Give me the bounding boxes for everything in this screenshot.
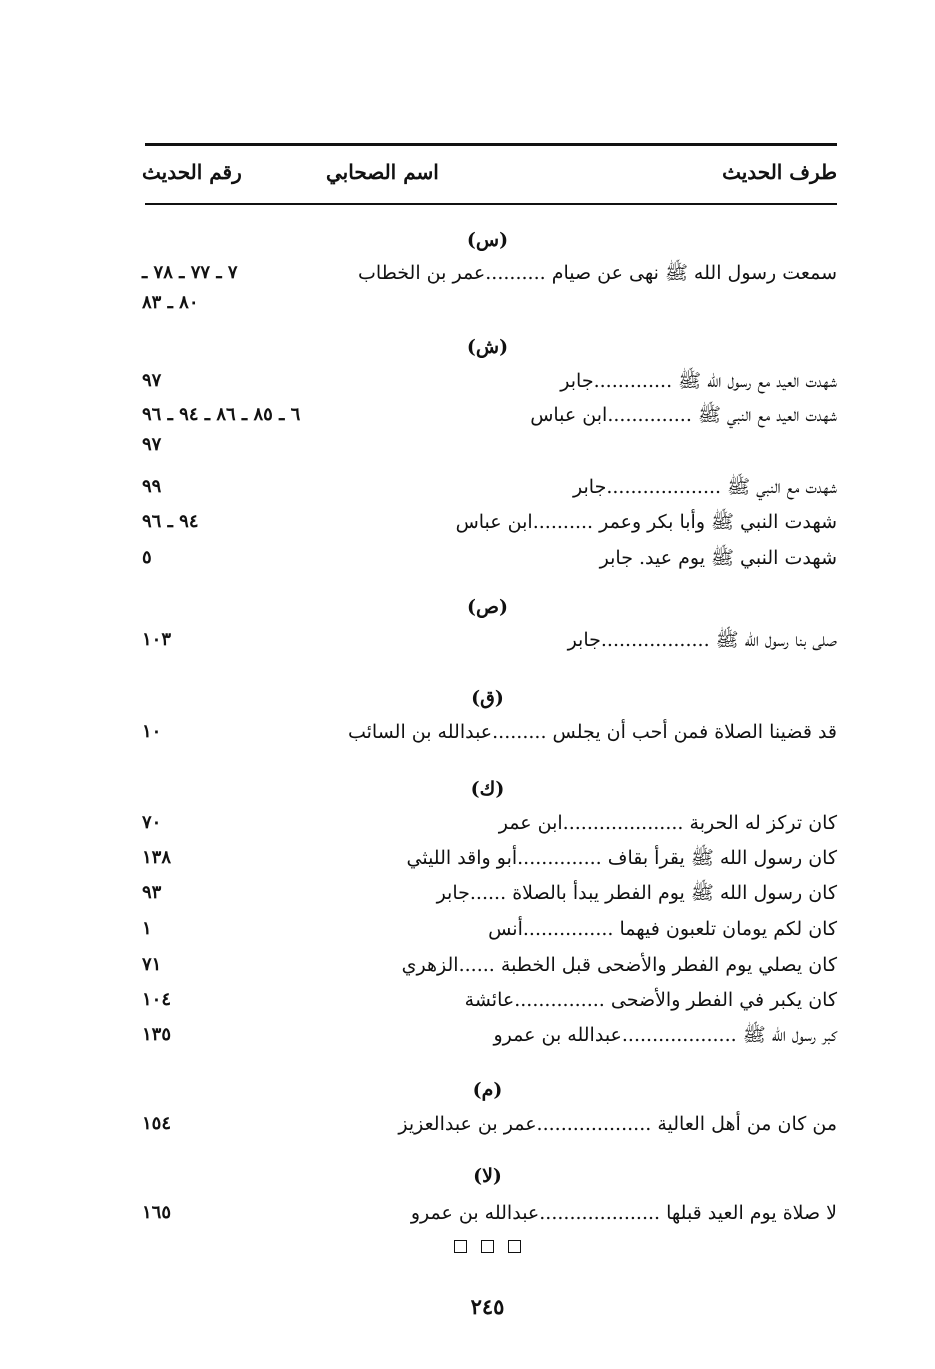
end-of-section-marks [0,1238,935,1257]
leader-dots: ................... [536,1113,652,1135]
sahabi-name: جابر [567,629,601,651]
hadith-entry [560,366,837,396]
index-row [0,985,935,1019]
leader-dots: .......... [532,511,594,533]
sahabi-name: ابن عباس [530,404,608,426]
hadith-entry [456,507,837,537]
sahabi-name: عبدالله بن السائب [347,721,493,743]
hadith-entry [465,985,837,1015]
leader-dots: ................... [621,1024,737,1046]
hadith-text: قد قضينا الصلاة فمن أحب أن يجلس [552,721,837,743]
hadith-number: ٩٣ [142,882,162,903]
sahabi-name: أبو واقد الليثي [406,847,518,869]
hadith-number: ١٣٥ [142,1024,172,1045]
hadith-text: من كان من أهل العالية [657,1113,837,1135]
leader-dots: ......... [492,721,547,743]
header-rule [145,203,837,205]
sahabi-name: عمر بن عبدالعزيز [398,1113,537,1135]
header-sahabi-column: اسم الصحابي [326,160,439,184]
leader-dots: .......... [485,262,546,284]
hadith-text: كان يصلي يوم الفطر والأضحى قبل الخطبة [500,954,837,976]
leader-dots: ................... [606,476,722,498]
sahabi-name: عبدالله بن عمرو [493,1024,622,1046]
hadith-entry [499,808,837,838]
index-row [0,878,935,912]
hadith-entry [600,543,837,573]
page-number: ٢٤٥ [470,1294,505,1319]
hadith-number: ٩٤ ـ ٩٦ [142,511,199,532]
hadith-entry [437,878,837,908]
hadith-text: سمعت رسول الله ﷺ نهى عن صيام [551,262,837,284]
hadith-entry [493,1020,837,1050]
hadith-entry [530,400,837,430]
sahabi-name: عبدالله بن عمرو [410,1202,540,1224]
hadith-number: ١٥٤ [142,1113,172,1134]
hadith-text: شهدت مع النبي ﷺ [727,476,837,498]
leader-dots: ...... [469,882,507,904]
hadith-text: صلى بنا رسول الله ﷺ [715,629,837,651]
hadith-text: شهدت النبي ﷺ وأبا بكر وعمر [599,511,837,533]
index-row [0,1109,935,1143]
hadith-text: كان رسول الله ﷺ يوم الفطر يبدأ بالصلاة [512,882,837,904]
leader-dots: ...... [458,954,495,976]
sahabi-name: عائشة [464,989,515,1011]
hadith-entry [411,1198,837,1228]
index-row [0,625,935,659]
index-row [0,472,935,506]
section-letter-shin: (ش) [466,336,509,358]
sahabi-name: أنس [488,918,523,940]
hadith-entry [573,472,837,502]
sahabi-name: ابن عمر [498,812,563,834]
square-ornament-icon [481,1240,494,1253]
square-ornament-icon [508,1240,521,1253]
header-hadith-column: طرف الحديث [722,160,837,184]
hadith-entry [488,914,837,944]
hadith-text: كبر رسول الله ﷺ [742,1024,837,1046]
hadith-text: شهدت العيد مع النبي ﷺ [697,404,837,426]
index-row [0,258,935,313]
top-rule [145,143,837,146]
index-row [0,1198,935,1232]
section-letter-qaf: (ق) [471,687,504,709]
leader-dots: .................... [539,1202,661,1224]
index-row [0,914,935,948]
sahabi-name: الزهري [401,954,459,976]
hadith-entry [348,717,837,747]
index-row [0,950,935,984]
hadith-number: ٧١ [142,954,162,975]
index-row [0,843,935,877]
leader-dots: ............... [522,918,614,940]
index-row [0,1020,935,1054]
index-row [0,543,935,577]
section-letter-lam-alif: (لا) [473,1165,502,1187]
section-letter-kaf: (ك) [470,778,505,800]
header-number-column: رقم الحديث [142,160,242,184]
leader-dots: ............. [593,370,673,392]
leader-dots: .............. [607,404,692,426]
hadith-text: شهدت النبي ﷺ يوم عيد. [639,547,837,569]
hadith-number: ١ [142,918,152,939]
sahabi-name: جابر [599,547,633,569]
index-row [0,507,935,541]
section-letter-mim: (م) [472,1079,503,1101]
hadith-text: لا صلاة يوم العيد قبلها [666,1202,837,1224]
sahabi-name: جابر [573,476,607,498]
hadith-number: ٥ [142,547,152,568]
leader-dots: .................. [600,629,710,651]
hadith-number: ١٠٣ [142,629,172,650]
hadith-text: كان يكبر في الفطر والأضحى [610,989,837,1011]
hadith-number: ١٦٥ [142,1202,172,1223]
index-row [0,808,935,842]
hadith-number-continued: ٩٧ [142,434,162,455]
hadith-entry [398,1109,837,1139]
hadith-text: كان لكم يومان تلعبون فيهما [619,918,837,940]
sahabi-name: جابر [560,370,594,392]
hadith-number: ٩٩ [142,476,162,497]
leader-dots: .................... [562,812,684,834]
hadith-entry [407,843,838,873]
hadith-entry [358,258,837,288]
hadith-number: ٧٠ [142,812,162,833]
sahabi-name: جابر [436,882,470,904]
sahabi-name: عمر بن الخطاب [358,262,486,284]
index-row [0,366,935,400]
square-ornament-icon [454,1240,467,1253]
hadith-number: ٦ ـ ٨٥ ـ ٨٦ ـ ٩٤ ـ ٩٦ [142,404,301,425]
hadith-entry [568,625,837,655]
leader-dots: .............. [517,847,602,869]
hadith-number: ١٣٨ [142,847,172,868]
hadith-number-continued: ٨٠ ـ ٨٣ [142,292,199,313]
hadith-entry [402,950,837,980]
hadith-number: ١٠٤ [142,989,172,1010]
hadith-number: ٧ ـ ٧٧ ـ ٧٨ ـ [142,262,238,283]
leader-dots: ............... [514,989,605,1011]
section-letter-sad: (ص) [467,596,508,618]
hadith-text: كان تركز له الحربة [689,812,837,834]
hadith-number: ١٠ [142,721,162,742]
index-row [0,400,935,455]
hadith-text: كان رسول الله ﷺ يقرأ بقاف [607,847,837,869]
section-letter-sin: (س) [466,229,509,251]
hadith-text: شهدت العيد مع رسول الله ﷺ [678,370,837,392]
sahabi-name: ابن عباس [455,511,533,533]
hadith-number: ٩٧ [142,370,162,391]
index-row [0,717,935,751]
